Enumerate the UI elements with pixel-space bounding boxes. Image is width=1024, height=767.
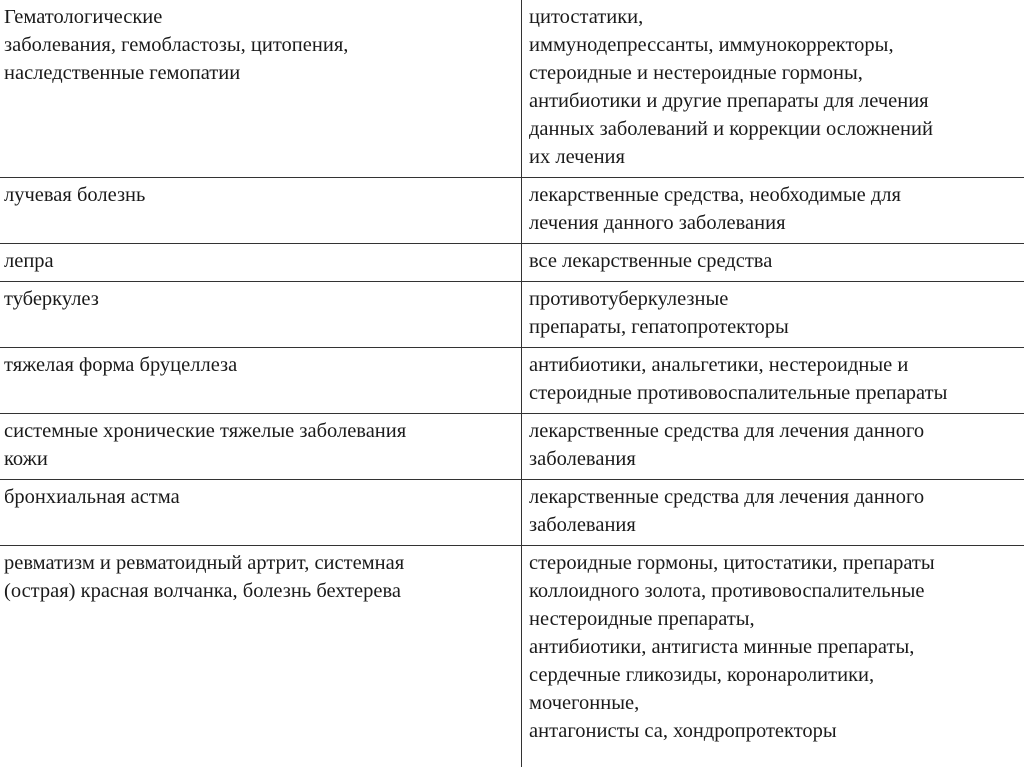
disease-line: туберкулез bbox=[4, 288, 99, 310]
disease-cell bbox=[0, 546, 522, 767]
drugs-line: стероидные гормоны, цитостатики, препараты bbox=[529, 552, 935, 574]
drugs-cell bbox=[522, 282, 1024, 348]
drugs-line: данных заболеваний и коррекции осложнений bbox=[529, 118, 933, 140]
drugs-cell bbox=[522, 546, 1024, 767]
disease-line: системные хронические тяжелые заболевания bbox=[4, 420, 407, 442]
disease-cell bbox=[0, 0, 522, 178]
drugs-line: антибиотики, анальгетики, нестероидные и bbox=[529, 354, 909, 376]
disease-cell bbox=[0, 414, 522, 480]
table-row bbox=[0, 282, 1024, 348]
disease-line: кожи bbox=[4, 448, 48, 470]
drugs-line: мочегонные, bbox=[529, 692, 640, 714]
drugs-line: антагонисты са, хондропротекторы bbox=[529, 720, 837, 742]
drugs-line: цитостатики, bbox=[529, 6, 644, 28]
disease-line: ревматизм и ревматоидный артрит, системная bbox=[4, 552, 405, 574]
table-row bbox=[0, 414, 1024, 480]
drugs-line: их лечения bbox=[529, 146, 625, 168]
disease-line: наследственные гемопатии bbox=[4, 62, 241, 84]
disease-cell bbox=[0, 244, 522, 282]
drugs-line: лечения данного заболевания bbox=[529, 212, 786, 234]
drugs-line: стероидные противовоспалительные препараты bbox=[529, 382, 948, 404]
drugs-cell bbox=[522, 480, 1024, 546]
disease-line: бронхиальная астма bbox=[4, 486, 180, 508]
disease-cell bbox=[0, 178, 522, 244]
table-row bbox=[0, 0, 1024, 178]
table-row bbox=[0, 178, 1024, 244]
drugs-line: антибиотики, антигиста минные препараты, bbox=[529, 636, 915, 658]
table-row bbox=[0, 546, 1024, 767]
drugs-line: все лекарственные средства bbox=[529, 250, 773, 272]
drugs-line: препараты, гепатопротекторы bbox=[529, 316, 789, 338]
drugs-line: нестероидные препараты, bbox=[529, 608, 755, 630]
disease-line: Гематологические bbox=[4, 6, 163, 28]
drugs-line: заболевания bbox=[529, 448, 636, 470]
drugs-line: антибиотики и другие препараты для лечения bbox=[529, 90, 929, 112]
drugs-line: заболевания bbox=[529, 514, 636, 536]
drugs-line: лекарственные средства для лечения данного bbox=[529, 486, 925, 508]
disease-cell bbox=[0, 348, 522, 414]
drugs-line: лекарственные средства для лечения данного bbox=[529, 420, 925, 442]
drugs-line: стероидные и нестероидные гормоны, bbox=[529, 62, 863, 84]
drugs-line: лекарственные средства, необходимые для bbox=[529, 184, 901, 206]
disease-line: заболевания, гемобластозы, цитопения, bbox=[4, 34, 349, 56]
drugs-line: иммунодепрессанты, иммунокорректоры, bbox=[529, 34, 894, 56]
drugs-cell bbox=[522, 0, 1024, 178]
disease-line: лепра bbox=[4, 250, 54, 272]
drugs-cell bbox=[522, 348, 1024, 414]
disease-line: (острая) красная волчанка, болезнь бехтерева bbox=[4, 580, 401, 602]
table-row bbox=[0, 348, 1024, 414]
drugs-cell bbox=[522, 414, 1024, 480]
drugs-cell bbox=[522, 178, 1024, 244]
disease-line: лучевая болезнь bbox=[4, 184, 146, 206]
disease-cell bbox=[0, 282, 522, 348]
table-row bbox=[0, 480, 1024, 546]
drugs-line: коллоидного золота, противовоспалительные bbox=[529, 580, 925, 602]
table-row bbox=[0, 244, 1024, 282]
disease-line: тяжелая форма бруцеллеза bbox=[4, 354, 238, 376]
drugs-line: сердечные гликозиды, коронаролитики, bbox=[529, 664, 875, 686]
drugs-line: противотуберкулезные bbox=[529, 288, 729, 310]
disease-cell bbox=[0, 480, 522, 546]
drugs-cell bbox=[522, 244, 1024, 282]
